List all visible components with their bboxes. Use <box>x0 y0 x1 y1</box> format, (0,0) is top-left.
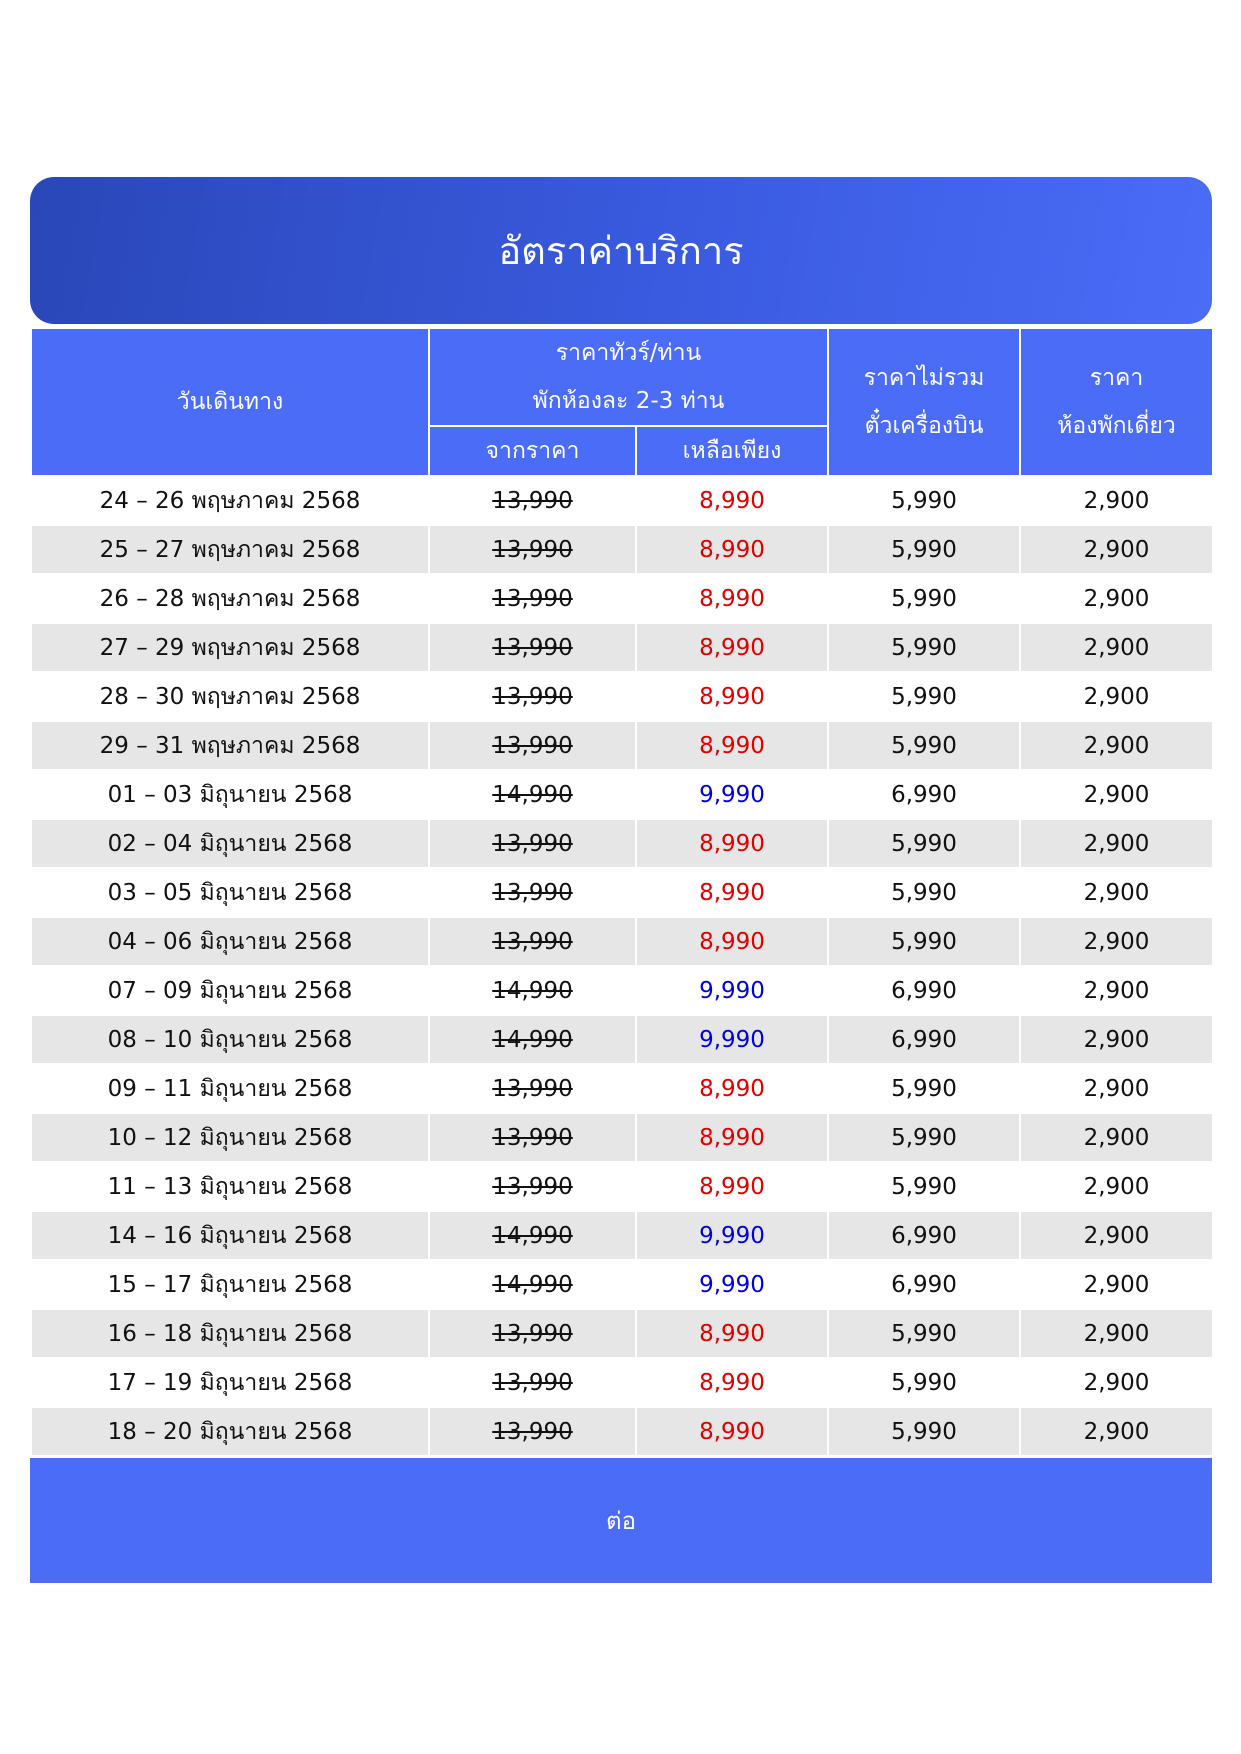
cell-travel-date <box>31 1064 429 1113</box>
cell-single-room-price <box>1020 1064 1213 1113</box>
cell-only-price <box>636 966 828 1015</box>
cell-from-price <box>429 1113 636 1162</box>
header-single-room <box>1020 328 1213 476</box>
header-travel-date: วันเดินทาง <box>31 328 429 476</box>
cell-single-room-price-value: 2,900 <box>1083 1369 1150 1396</box>
cell-travel-date-value: 16 – 18 มิถุนายน 2568 <box>107 1320 353 1347</box>
cell-single-room-price-value: 2,900 <box>1083 1418 1150 1445</box>
cell-from-price <box>429 623 636 672</box>
price-sheet <box>30 177 1212 1583</box>
cell-only-price-value: 8,990 <box>699 1075 765 1102</box>
cell-only-price <box>636 819 828 868</box>
cell-only-price-value: 8,990 <box>699 1173 765 1200</box>
cell-travel-date <box>31 819 429 868</box>
cell-no-flight-price-value: 5,990 <box>891 928 957 955</box>
cell-only-price-value: 8,990 <box>699 1320 765 1347</box>
table-row <box>31 623 1213 672</box>
cell-no-flight-price <box>828 623 1020 672</box>
cell-single-room-price <box>1020 476 1213 525</box>
cell-travel-date-value: 04 – 06 มิถุนายน 2568 <box>107 928 353 955</box>
header-from-price: จากราคา <box>429 426 636 476</box>
cell-travel-date-value: 27 – 29 พฤษภาคม 2568 <box>99 634 361 661</box>
cell-only-price <box>636 1407 828 1456</box>
table-row <box>31 1211 1213 1260</box>
cell-travel-date <box>31 868 429 917</box>
cell-travel-date-value: 08 – 10 มิถุนายน 2568 <box>107 1026 353 1053</box>
cell-from-price-value: 13,990 <box>492 487 573 514</box>
cell-only-price <box>636 1064 828 1113</box>
cell-from-price-value: 14,990 <box>492 1271 573 1298</box>
cell-no-flight-price <box>828 868 1020 917</box>
cell-travel-date-value: 18 – 20 มิถุนายน 2568 <box>107 1418 353 1445</box>
cell-only-price <box>636 868 828 917</box>
cell-only-price <box>636 1113 828 1162</box>
cell-only-price <box>636 721 828 770</box>
cell-from-price <box>429 721 636 770</box>
table-row <box>31 770 1213 819</box>
cell-from-price <box>429 868 636 917</box>
cell-single-room-price <box>1020 1211 1213 1260</box>
cell-from-price <box>429 819 636 868</box>
cell-only-price-value: 8,990 <box>699 1124 765 1151</box>
cell-only-price <box>636 525 828 574</box>
cell-only-price <box>636 1309 828 1358</box>
table-row <box>31 1015 1213 1064</box>
cell-single-room-price <box>1020 966 1213 1015</box>
cell-travel-date-value: 09 – 11 มิถุนายน 2568 <box>107 1075 353 1102</box>
cell-travel-date <box>31 1309 429 1358</box>
cell-no-flight-price <box>828 721 1020 770</box>
cell-from-price-value: 13,990 <box>492 1124 573 1151</box>
header-tour-price-line1: ราคาทัวร์/ท่าน <box>555 340 702 366</box>
cell-travel-date-value: 25 – 27 พฤษภาคม 2568 <box>99 536 361 563</box>
cell-travel-date <box>31 623 429 672</box>
cell-only-price <box>636 672 828 721</box>
cell-from-price-value: 14,990 <box>492 1026 573 1053</box>
cell-from-price-value: 14,990 <box>492 977 573 1004</box>
cell-only-price <box>636 574 828 623</box>
cell-single-room-price-value: 2,900 <box>1083 1075 1150 1102</box>
cell-single-room-price <box>1020 1162 1213 1211</box>
cell-from-price-value: 13,990 <box>492 879 573 906</box>
header-only: เหลือเพียง <box>636 426 828 476</box>
header-single-room-line2: ห้องพักเดี่ยว <box>1057 413 1176 439</box>
cell-only-price <box>636 1358 828 1407</box>
cell-from-price-value: 13,990 <box>492 1075 573 1102</box>
table-row <box>31 672 1213 721</box>
cell-from-price-value: 13,990 <box>492 732 573 759</box>
cell-single-room-price-value: 2,900 <box>1083 1320 1150 1347</box>
cell-travel-date-value: 11 – 13 มิถุนายน 2568 <box>107 1173 353 1200</box>
table-row <box>31 574 1213 623</box>
cell-no-flight-price-value: 6,990 <box>891 1222 957 1249</box>
cell-single-room-price-value: 2,900 <box>1083 1026 1150 1053</box>
cell-single-room-price-value: 2,900 <box>1083 1222 1150 1249</box>
cell-no-flight-price-value: 6,990 <box>891 781 957 808</box>
cell-travel-date <box>31 525 429 574</box>
cell-single-room-price-value: 2,900 <box>1083 977 1150 1004</box>
cell-only-price-value: 8,990 <box>699 830 765 857</box>
cell-from-price-value: 13,990 <box>492 536 573 563</box>
cell-single-room-price <box>1020 868 1213 917</box>
cell-no-flight-price-value: 5,990 <box>891 732 957 759</box>
cell-single-room-price <box>1020 770 1213 819</box>
cell-only-price-value: 9,990 <box>699 781 765 808</box>
cell-no-flight-price <box>828 1309 1020 1358</box>
cell-no-flight-price-value: 5,990 <box>891 487 957 514</box>
cell-only-price <box>636 476 828 525</box>
cell-no-flight-price-value: 6,990 <box>891 1271 957 1298</box>
cell-no-flight-price-value: 5,990 <box>891 830 957 857</box>
cell-only-price-value: 9,990 <box>699 977 765 1004</box>
cell-no-flight-price <box>828 1113 1020 1162</box>
price-table-body <box>31 476 1213 1456</box>
cell-single-room-price-value: 2,900 <box>1083 1173 1150 1200</box>
cell-no-flight-price-value: 5,990 <box>891 1173 957 1200</box>
cell-no-flight-price-value: 5,990 <box>891 585 957 612</box>
cell-single-room-price <box>1020 917 1213 966</box>
cell-only-price-value: 8,990 <box>699 487 765 514</box>
cell-from-price-value: 13,990 <box>492 1173 573 1200</box>
cell-travel-date-value: 10 – 12 มิถุนายน 2568 <box>107 1124 353 1151</box>
cell-no-flight-price <box>828 966 1020 1015</box>
price-table <box>30 327 1214 1457</box>
cell-travel-date <box>31 1260 429 1309</box>
cell-single-room-price <box>1020 1358 1213 1407</box>
footer-continue-text: ต่อ <box>606 1507 636 1535</box>
cell-travel-date-value: 02 – 04 มิถุนายน 2568 <box>107 830 353 857</box>
table-row <box>31 1358 1213 1407</box>
cell-no-flight-price <box>828 1358 1020 1407</box>
header-no-flight-line1: ราคาไม่รวม <box>863 365 985 391</box>
table-row <box>31 1113 1213 1162</box>
cell-travel-date <box>31 917 429 966</box>
cell-from-price <box>429 1358 636 1407</box>
cell-travel-date-value: 03 – 05 มิถุนายน 2568 <box>107 879 353 906</box>
cell-no-flight-price <box>828 1015 1020 1064</box>
table-row <box>31 476 1213 525</box>
cell-travel-date <box>31 966 429 1015</box>
cell-only-price-value: 8,990 <box>699 1418 765 1445</box>
cell-travel-date <box>31 672 429 721</box>
cell-no-flight-price <box>828 672 1020 721</box>
cell-only-price-value: 9,990 <box>699 1222 765 1249</box>
cell-from-price-value: 13,990 <box>492 830 573 857</box>
cell-only-price-value: 8,990 <box>699 634 765 661</box>
cell-no-flight-price <box>828 917 1020 966</box>
table-row <box>31 525 1213 574</box>
cell-from-price-value: 13,990 <box>492 1418 573 1445</box>
cell-no-flight-price <box>828 1211 1020 1260</box>
cell-no-flight-price-value: 5,990 <box>891 536 957 563</box>
cell-from-price <box>429 917 636 966</box>
header-tour-price-line2: พักห้องละ 2-3 ท่าน <box>532 388 725 414</box>
cell-travel-date-value: 28 – 30 พฤษภาคม 2568 <box>99 683 361 710</box>
table-row <box>31 1064 1213 1113</box>
cell-single-room-price-value: 2,900 <box>1083 683 1150 710</box>
cell-no-flight-price-value: 5,990 <box>891 1320 957 1347</box>
cell-no-flight-price-value: 6,990 <box>891 977 957 1004</box>
table-row <box>31 1260 1213 1309</box>
cell-no-flight-price <box>828 1064 1020 1113</box>
cell-only-price <box>636 1162 828 1211</box>
cell-only-price <box>636 917 828 966</box>
cell-no-flight-price-value: 5,990 <box>891 1075 957 1102</box>
header-single-room-line1: ราคา <box>1089 365 1144 391</box>
cell-no-flight-price-value: 5,990 <box>891 879 957 906</box>
cell-from-price <box>429 476 636 525</box>
cell-single-room-price-value: 2,900 <box>1083 585 1150 612</box>
cell-no-flight-price <box>828 1162 1020 1211</box>
cell-only-price-value: 8,990 <box>699 928 765 955</box>
table-row <box>31 868 1213 917</box>
cell-from-price-value: 13,990 <box>492 1369 573 1396</box>
cell-single-room-price-value: 2,900 <box>1083 879 1150 906</box>
cell-single-room-price-value: 2,900 <box>1083 1271 1150 1298</box>
cell-single-room-price-value: 2,900 <box>1083 781 1150 808</box>
cell-no-flight-price <box>828 1407 1020 1456</box>
cell-only-price-value: 9,990 <box>699 1271 765 1298</box>
cell-only-price <box>636 770 828 819</box>
cell-from-price <box>429 1064 636 1113</box>
cell-no-flight-price-value: 5,990 <box>891 634 957 661</box>
cell-single-room-price-value: 2,900 <box>1083 536 1150 563</box>
cell-from-price <box>429 966 636 1015</box>
title-bar <box>30 177 1212 324</box>
cell-from-price <box>429 1260 636 1309</box>
cell-single-room-price-value: 2,900 <box>1083 732 1150 759</box>
cell-from-price-value: 13,990 <box>492 634 573 661</box>
cell-no-flight-price <box>828 819 1020 868</box>
cell-single-room-price <box>1020 525 1213 574</box>
table-row <box>31 819 1213 868</box>
cell-from-price-value: 13,990 <box>492 928 573 955</box>
cell-travel-date <box>31 476 429 525</box>
cell-single-room-price <box>1020 574 1213 623</box>
cell-no-flight-price-value: 5,990 <box>891 1369 957 1396</box>
cell-travel-date-value: 15 – 17 มิถุนายน 2568 <box>107 1271 353 1298</box>
cell-travel-date <box>31 1113 429 1162</box>
cell-single-room-price-value: 2,900 <box>1083 634 1150 661</box>
table-row <box>31 1162 1213 1211</box>
cell-only-price-value: 8,990 <box>699 585 765 612</box>
cell-travel-date-value: 14 – 16 มิถุนายน 2568 <box>107 1222 353 1249</box>
cell-no-flight-price <box>828 1260 1020 1309</box>
cell-no-flight-price-value: 5,990 <box>891 1418 957 1445</box>
cell-travel-date-value: 01 – 03 มิถุนายน 2568 <box>107 781 353 808</box>
cell-travel-date <box>31 574 429 623</box>
cell-no-flight-price-value: 5,990 <box>891 1124 957 1151</box>
cell-travel-date-value: 24 – 26 พฤษภาคม 2568 <box>99 487 361 514</box>
cell-single-room-price-value: 2,900 <box>1083 830 1150 857</box>
cell-single-room-price <box>1020 1309 1213 1358</box>
header-tour-price <box>429 328 828 426</box>
cell-no-flight-price-value: 5,990 <box>891 683 957 710</box>
header-no-flight-line2: ตั๋วเครื่องบิน <box>864 413 984 439</box>
cell-single-room-price-value: 2,900 <box>1083 1124 1150 1151</box>
cell-from-price <box>429 770 636 819</box>
cell-from-price <box>429 1407 636 1456</box>
cell-travel-date <box>31 1015 429 1064</box>
cell-travel-date-value: 17 – 19 มิถุนายน 2568 <box>107 1369 353 1396</box>
cell-from-price <box>429 1015 636 1064</box>
cell-only-price <box>636 623 828 672</box>
footer-bar <box>30 1458 1212 1583</box>
cell-travel-date <box>31 721 429 770</box>
cell-single-room-price-value: 2,900 <box>1083 928 1150 955</box>
cell-single-room-price <box>1020 672 1213 721</box>
cell-from-price-value: 13,990 <box>492 585 573 612</box>
cell-from-price-value: 14,990 <box>492 781 573 808</box>
cell-travel-date <box>31 1211 429 1260</box>
cell-from-price-value: 13,990 <box>492 1320 573 1347</box>
cell-single-room-price <box>1020 623 1213 672</box>
cell-single-room-price <box>1020 819 1213 868</box>
cell-only-price-value: 8,990 <box>699 1369 765 1396</box>
cell-from-price-value: 14,990 <box>492 1222 573 1249</box>
cell-travel-date-value: 26 – 28 พฤษภาคม 2568 <box>99 585 361 612</box>
cell-travel-date-value: 07 – 09 มิถุนายน 2568 <box>107 977 353 1004</box>
cell-from-price <box>429 574 636 623</box>
cell-only-price <box>636 1211 828 1260</box>
cell-travel-date <box>31 1358 429 1407</box>
cell-travel-date <box>31 1407 429 1456</box>
cell-no-flight-price <box>828 770 1020 819</box>
header-no-flight <box>828 328 1020 476</box>
table-row <box>31 917 1213 966</box>
cell-no-flight-price <box>828 525 1020 574</box>
cell-only-price-value: 8,990 <box>699 879 765 906</box>
cell-single-room-price <box>1020 1260 1213 1309</box>
cell-travel-date-value: 29 – 31 พฤษภาคม 2568 <box>99 732 361 759</box>
cell-only-price <box>636 1015 828 1064</box>
cell-from-price <box>429 1211 636 1260</box>
cell-no-flight-price <box>828 476 1020 525</box>
cell-single-room-price <box>1020 1015 1213 1064</box>
cell-travel-date <box>31 770 429 819</box>
page-title: อัตราค่าบริการ <box>498 229 744 273</box>
cell-no-flight-price-value: 6,990 <box>891 1026 957 1053</box>
cell-travel-date <box>31 1162 429 1211</box>
cell-only-price <box>636 1260 828 1309</box>
cell-from-price <box>429 1162 636 1211</box>
cell-from-price <box>429 672 636 721</box>
table-row <box>31 1309 1213 1358</box>
cell-single-room-price-value: 2,900 <box>1083 487 1150 514</box>
cell-only-price-value: 9,990 <box>699 1026 765 1053</box>
cell-single-room-price <box>1020 1113 1213 1162</box>
cell-single-room-price <box>1020 1407 1213 1456</box>
table-row <box>31 966 1213 1015</box>
table-row <box>31 721 1213 770</box>
cell-no-flight-price <box>828 574 1020 623</box>
cell-only-price-value: 8,990 <box>699 732 765 759</box>
table-row <box>31 1407 1213 1456</box>
cell-only-price-value: 8,990 <box>699 536 765 563</box>
cell-from-price <box>429 1309 636 1358</box>
cell-only-price-value: 8,990 <box>699 683 765 710</box>
cell-single-room-price <box>1020 721 1213 770</box>
cell-from-price-value: 13,990 <box>492 683 573 710</box>
cell-from-price <box>429 525 636 574</box>
